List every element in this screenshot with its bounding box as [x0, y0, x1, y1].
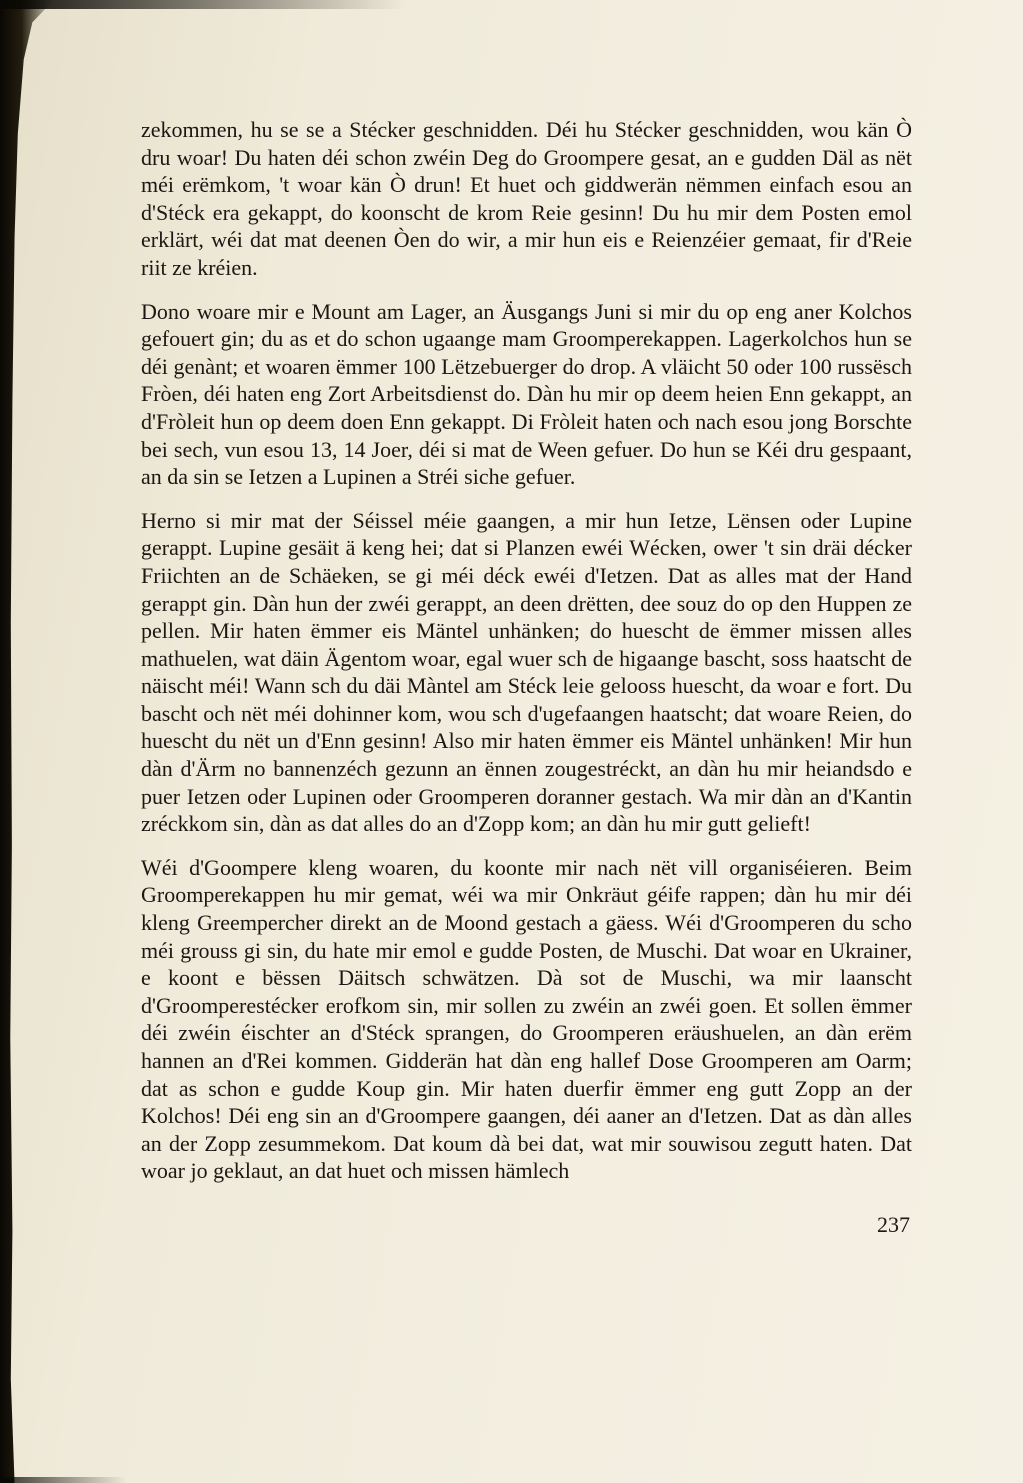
paragraph-4: Wéi d'Goompere kleng woaren, du koonte mir nach nët vill organiséieren. Beim Groomperekappen hu mir gemat, wéi wa mir Onkräut géife rappen; dàn hu mir déi kleng Greempercher direkt an de Moond gestach a gäess. Wéi d'Groomperen du scho méi grouss gi sin, du hate mir emol e gudde Posten, de Muschi. Dat woar en Ukrainer, e koont e bëssen Däitsch schwätzen. Dà sot de Muschi, wa mir laanscht d'Groomperestécker erofkom sin, mir sollen zu zwéin an zwéi goen. Et sollen ëmmer déi zwéin éischter an d'Stéck sprangen, do Groomperen eräushuelen, an dàn erëm hannen an d'Rei kommen. Gidderän hat dàn eng hallef Dose Groomperen am Oarm; dat as schon e gudde Koup gin. Mir haten duerfir ëmmer eng gutt Zopp an der Kolchos! Déi eng sin an d'Groompere gaangen, déi aaner an d'Ietzen. Dat as dàn alles an der Zopp zesummekom. Dat koum dà bei dat, wat mir souwisou zegutt haten. Dat woar jo geklaut, an dat huet och missen hämlech — [141, 854, 912, 1184]
paragraph-1: zekommen, hu se se a Stécker geschnidden. Déi hu Stécker geschnidden, wou kän Ò dru woar! Du haten déi schon zwéin Deg do Groompere gesat, an e gudden Däl as nët méi erëmkom, 't woar kän Ò drun! Et huet och giddwerän nëmmen einfach esou an d'Stéck era gekappt, do koonscht de krom Reie gesinn! Du hu mir dem Posten emol erklärt, wéi dat mat deenen Òen do wir, a mir hun eis e Reienzéier gemaat, fir d'Reie riit ze kréien. — [141, 117, 912, 280]
scan-bottom-shadow — [0, 1477, 140, 1483]
page-text-block — [141, 116, 912, 1238]
paragraph-2: Dono woare mir e Mount am Lager, an Äusgangs Juni si mir du op eng aner Kolchos gefouert gin; du as et do schon ugaange mam Groomperekappen. Lagerkolchos hun se déi genànt; et woaren ëmmer 100 Lëtzebuerger do drop. A vläicht 50 oder 100 russësch Fròen, déi haten eng Zort Arbeitsdienst do. Dàn hu mir op deem heien Enn gekappt, an d'Fròleit hun op deem doen Enn gekappt. Di Fròleit haten och nach esou jong Borschte bei sech, vun esou 13, 14 Joer, déi si mat de Ween gefuer. Do hun se Kéi dru gespaant, an da sin se Ietzen a Lupinen a Stréi siche gefuer. — [141, 298, 912, 490]
scan-binding-shadow — [0, 0, 54, 1483]
page-number: 237 — [877, 1211, 910, 1237]
scan-top-shadow — [0, 0, 460, 9]
paragraph-3: Herno si mir mat der Séissel méie gaangen, a mir hun Ietze, Lënsen oder Lupine gerappt. Lupine gesäit ä keng hei; dat si Planzen ewéi Wécken, ower 't sin dräi décker Friichten an de Schäeken, se gi méi déck ewéi d'Ietzen. Dat as alles mat der Hand gerappt gin. Dàn hun der zwéi gerappt, an deen drëtten, dee souz do op den Huppen ze pellen. Mir haten ëmmer eis Mäntel unhänken; do huescht de ëmmer missen alles mathuelen, wat däin Ägentom woar, egal wuer sch de higaange bascht, soss haatscht de näischt méi! Wann sch du däi Màntel am Stéck leie gelooss huescht, da woar e fort. Du bascht och nët méi dohinner kom, wou sch d'ugefaangen haatscht; dat woare Reien, do huescht du nët un d'Enn gesinn! Also mir haten ëmmer eis Mäntel unhänken! Mir hun dàn d'Ärm no bannenzéch gezunn an ënnen zougestréckt, an dàn hu mir heiandsdo e puer Ietzen oder Lupinen oder Groomperen doranner gestach. Wa mir dàn an d'Kantin zréckkom sin, dàn as dat alles do an d'Zopp kom; an dàn hu mir gutt gelieft! — [141, 507, 912, 837]
